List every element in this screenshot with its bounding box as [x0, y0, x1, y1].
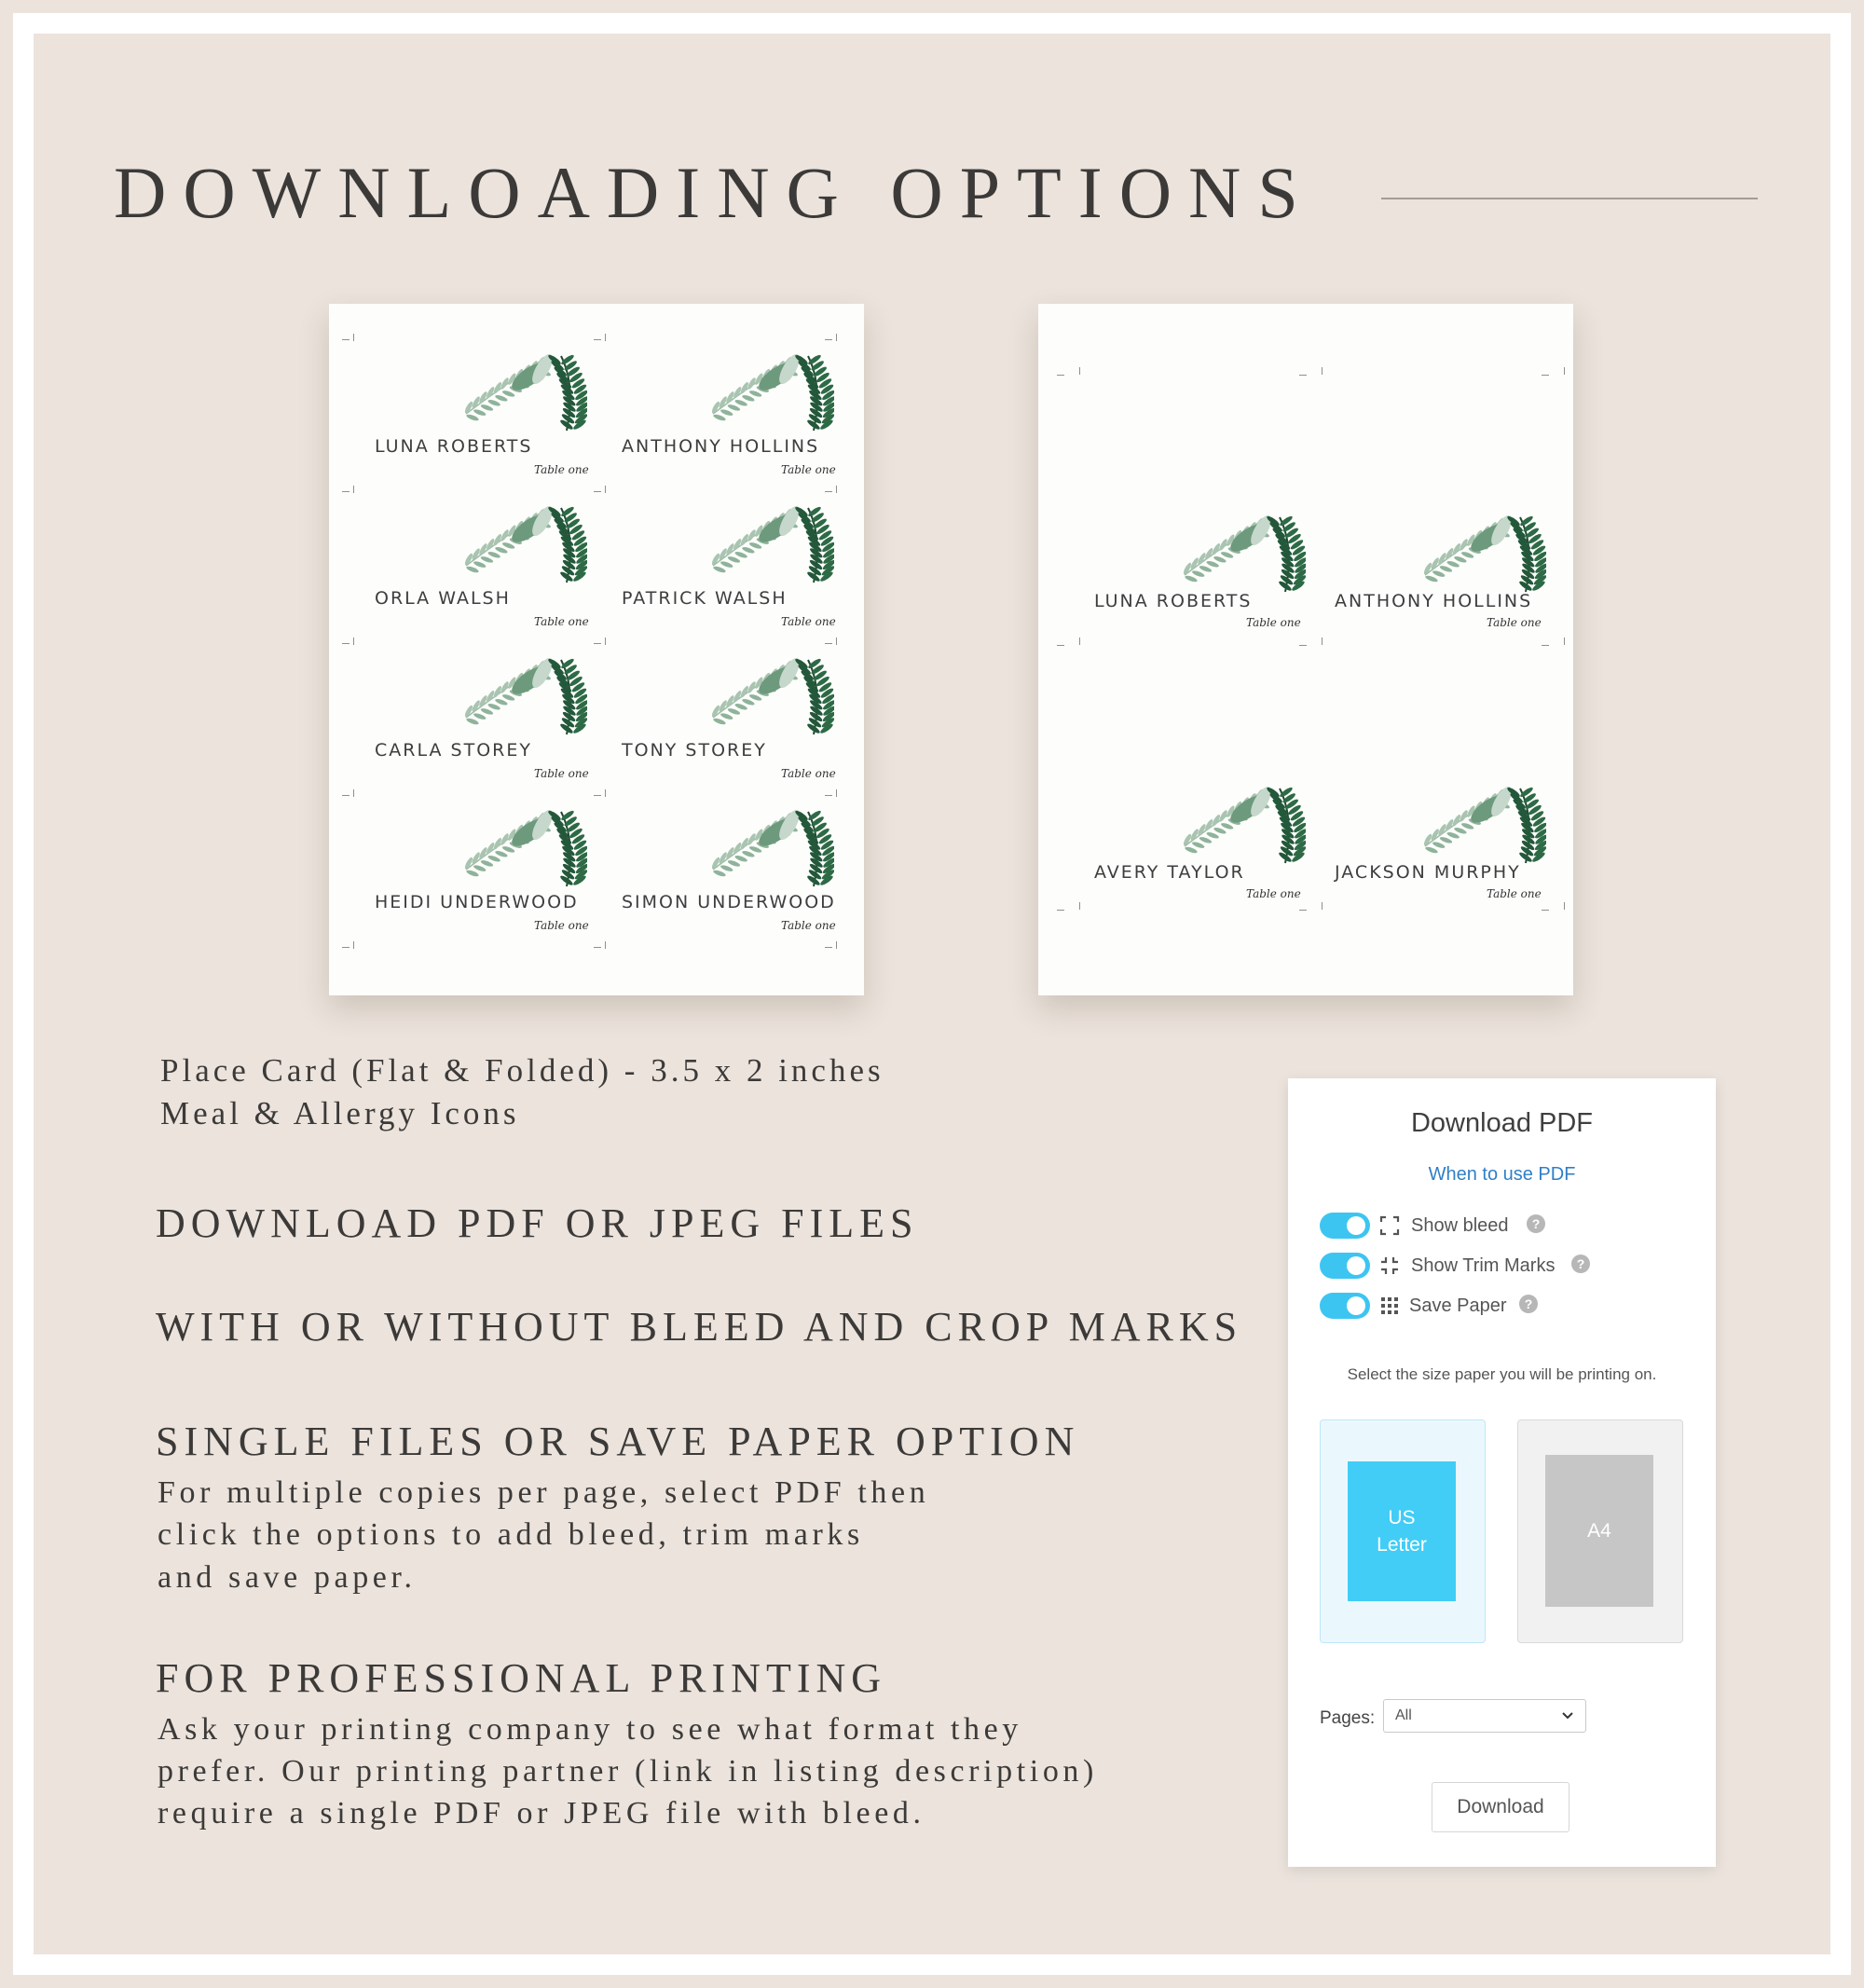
fern-illustration-icon	[704, 500, 834, 584]
card-guest-name: ANTHONY HOLLINS	[622, 436, 820, 457]
professional-text-line2: prefer. Our printing partner (link in listing description)	[158, 1754, 1098, 1789]
a4-thumbnail	[1545, 1455, 1653, 1607]
card-guest-name: PATRICK WALSH	[622, 588, 788, 609]
card-table-label: Table one	[781, 919, 836, 932]
save-paper-option	[1320, 1289, 1693, 1323]
card-guest-name: LUNA ROBERTS	[375, 436, 533, 457]
panel-title: Download PDF	[1410, 1108, 1594, 1138]
fern-illustration-icon	[457, 500, 587, 584]
trim-mark	[594, 643, 601, 644]
toggle-knob	[1347, 1256, 1365, 1275]
save-paper-toggle[interactable]	[1320, 1293, 1370, 1319]
show-trim-marks-option	[1320, 1249, 1693, 1282]
trim-mark	[1322, 902, 1323, 910]
show-trim-marks-label: Show Trim Marks	[1411, 1255, 1556, 1276]
place-card	[602, 799, 840, 939]
card-table-label: Table one	[781, 767, 836, 780]
fern-illustration-icon	[457, 804, 587, 888]
professional-text-line3: require a single PDF or JPEG file with bleed.	[158, 1796, 925, 1830]
fern-illustration-icon	[1175, 781, 1306, 865]
bleed-icon	[1379, 1215, 1400, 1236]
fern-illustration-icon	[457, 349, 587, 432]
show-bleed-label: Show bleed	[1411, 1215, 1509, 1236]
trim-mark	[1564, 638, 1565, 645]
trim-mark	[1542, 910, 1549, 911]
product-description-line2: Meal & Allergy Icons	[160, 1095, 520, 1131]
professional-text-line1: Ask your printing company to see what format they	[158, 1712, 1022, 1747]
card-table-label: Table one	[534, 767, 589, 780]
card-guest-name: ORLA WALSH	[375, 588, 511, 609]
trim-marks-icon	[1379, 1255, 1400, 1276]
trim-mark	[342, 491, 350, 492]
trim-mark	[1057, 645, 1064, 646]
when-to-use-pdf-link[interactable]: When to use PDF	[1428, 1164, 1576, 1185]
us-letter-label: US Letter	[1377, 1506, 1427, 1556]
trim-mark	[836, 486, 837, 493]
pages-select[interactable]	[1383, 1699, 1586, 1733]
trim-mark	[1079, 902, 1080, 910]
card-table-label: Table one	[1487, 616, 1542, 629]
grid-icon	[1379, 1296, 1400, 1316]
trim-mark	[353, 941, 354, 949]
card-table-label: Table one	[1246, 887, 1301, 900]
paper-size-hint: Select the size paper you will be printing on.	[1347, 1365, 1657, 1383]
trim-mark	[825, 491, 832, 492]
card-table-label: Table one	[781, 615, 836, 628]
trim-mark	[825, 643, 832, 644]
trim-mark	[1079, 638, 1080, 645]
card-guest-name: LUNA ROBERTS	[1094, 591, 1253, 611]
fern-illustration-icon	[704, 349, 834, 432]
trim-mark	[605, 486, 606, 493]
trim-mark	[1057, 910, 1064, 911]
fern-illustration-icon	[1175, 510, 1306, 594]
trim-mark	[342, 643, 350, 644]
trim-mark	[1322, 638, 1323, 645]
card-guest-name: ANTHONY HOLLINS	[1335, 591, 1533, 611]
show-bleed-option	[1320, 1209, 1693, 1242]
trim-mark	[594, 339, 601, 340]
card-table-label: Table one	[1246, 616, 1301, 629]
fern-illustration-icon	[704, 804, 834, 888]
trim-mark	[825, 947, 832, 948]
feature-download-heading: DOWNLOAD PDF OR JPEG FILES	[156, 1200, 919, 1246]
fern-illustration-icon	[1416, 510, 1546, 594]
place-card	[602, 343, 840, 483]
us-letter-thumbnail	[1348, 1461, 1456, 1601]
save-paper-label: Save Paper	[1409, 1296, 1507, 1316]
place-card	[602, 647, 840, 787]
card-guest-name: TONY STOREY	[622, 740, 767, 761]
trim-mark	[605, 789, 606, 797]
trim-mark	[605, 941, 606, 949]
card-guest-name: AVERY TAYLOR	[1094, 862, 1245, 883]
show-trim-marks-toggle[interactable]	[1320, 1253, 1370, 1279]
paper-option-a4[interactable]	[1517, 1419, 1683, 1643]
trim-mark	[825, 339, 832, 340]
place-card	[355, 343, 593, 483]
trim-mark	[825, 795, 832, 796]
trim-mark	[342, 339, 350, 340]
chevron-down-icon	[1561, 1707, 1574, 1725]
feature-save-paper-heading: SINGLE FILES OR SAVE PAPER OPTION	[156, 1419, 1080, 1464]
fern-illustration-icon	[1416, 781, 1546, 865]
place-card	[355, 495, 593, 635]
feature-bleed-heading: WITH OR WITHOUT BLEED AND CROP MARKS	[156, 1304, 1243, 1350]
flat-sheet-preview	[329, 304, 864, 995]
trim-mark	[1542, 645, 1549, 646]
place-card	[1319, 775, 1552, 915]
trim-mark	[1079, 367, 1080, 375]
trim-mark	[353, 334, 354, 341]
save-paper-text-line1: For multiple copies per page, select PDF then	[158, 1475, 930, 1510]
place-card	[602, 495, 840, 635]
trim-mark	[1299, 910, 1307, 911]
card-table-label: Table one	[534, 615, 589, 628]
card-guest-name: SIMON UNDERWOOD	[622, 892, 836, 912]
trim-mark	[1322, 367, 1323, 375]
show-bleed-toggle[interactable]	[1320, 1213, 1370, 1239]
paper-option-us-letter[interactable]	[1320, 1419, 1486, 1643]
toggle-knob	[1347, 1296, 1365, 1315]
trim-mark	[353, 638, 354, 645]
trim-mark	[594, 795, 601, 796]
trim-mark	[342, 795, 350, 796]
page-title: DOWNLOADING OPTIONS	[114, 152, 1315, 233]
folded-sheet-preview	[1038, 304, 1573, 995]
fern-illustration-icon	[704, 652, 834, 736]
product-description-line1: Place Card (Flat & Folded) - 3.5 x 2 inches	[160, 1052, 884, 1089]
place-card	[355, 799, 593, 939]
trim-mark	[353, 486, 354, 493]
trim-mark	[1057, 375, 1064, 376]
card-guest-name: HEIDI UNDERWOOD	[375, 892, 579, 912]
a4-label: A4	[1587, 1519, 1611, 1542]
trim-mark	[1564, 902, 1565, 910]
trim-mark	[836, 789, 837, 797]
trim-mark	[1542, 375, 1549, 376]
save-paper-text-line3: and save paper.	[158, 1560, 417, 1595]
save-paper-text-line2: click the options to add bleed, trim marks	[158, 1517, 864, 1552]
trim-mark	[1564, 367, 1565, 375]
card-table-label: Table one	[534, 919, 589, 932]
place-card	[1078, 775, 1311, 915]
show-bleed-help-icon[interactable]: ?	[1527, 1214, 1545, 1233]
fern-illustration-icon	[457, 652, 587, 736]
trim-mark	[836, 941, 837, 949]
trim-mark	[594, 947, 601, 948]
trim-mark	[1299, 645, 1307, 646]
trim-mark	[605, 334, 606, 341]
pages-label: Pages:	[1320, 1708, 1376, 1728]
card-table-label: Table one	[1487, 887, 1542, 900]
place-card	[1078, 504, 1311, 644]
trim-mark	[342, 947, 350, 948]
save-paper-help-icon[interactable]: ?	[1519, 1295, 1538, 1313]
trim-mark	[594, 491, 601, 492]
trim-mark	[353, 789, 354, 797]
trim-mark	[836, 638, 837, 645]
title-divider	[1381, 198, 1758, 199]
feature-professional-heading: FOR PROFESSIONAL PRINTING	[156, 1655, 887, 1701]
place-card	[355, 647, 593, 787]
card-table-label: Table one	[534, 463, 589, 476]
card-guest-name: CARLA STOREY	[375, 740, 532, 761]
place-card	[1319, 504, 1552, 644]
trim-mark	[605, 638, 606, 645]
download-pdf-panel	[1288, 1078, 1716, 1867]
trim-mark	[836, 334, 837, 341]
pages-select-value: All	[1395, 1707, 1412, 1723]
show-trim-marks-help-icon[interactable]: ?	[1571, 1254, 1590, 1273]
card-guest-name: JACKSON MURPHY	[1335, 862, 1521, 883]
trim-mark	[1299, 375, 1307, 376]
toggle-knob	[1347, 1216, 1365, 1235]
card-table-label: Table one	[781, 463, 836, 476]
download-button[interactable]: Download	[1432, 1782, 1569, 1832]
